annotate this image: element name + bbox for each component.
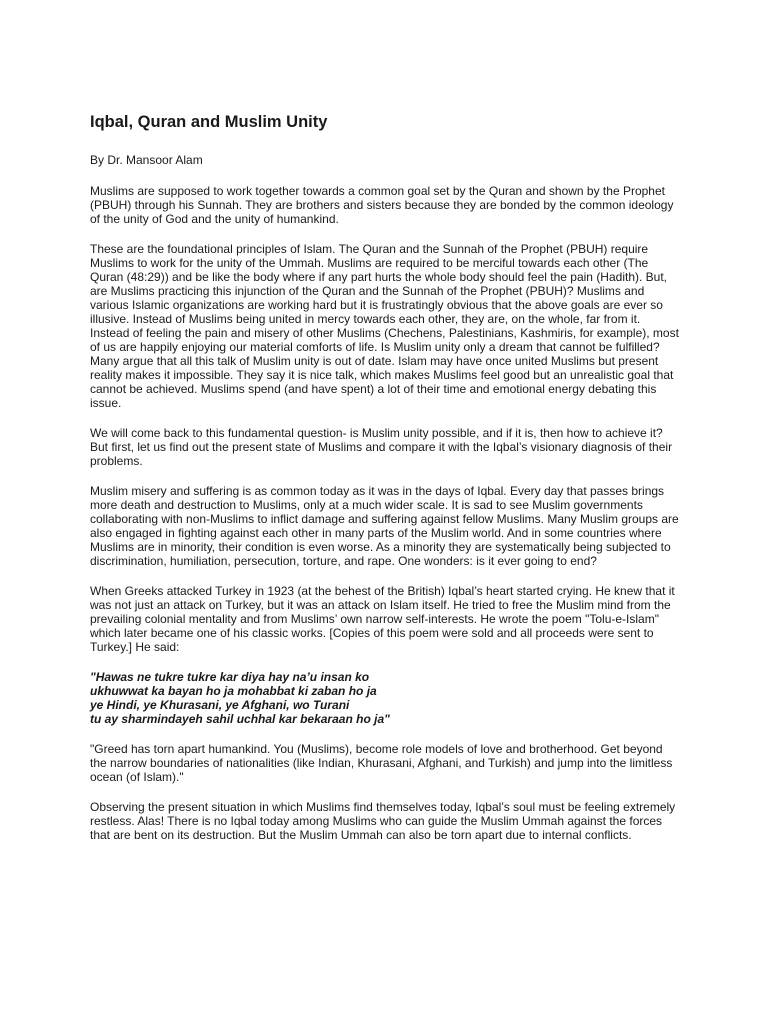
poem-block [90, 670, 680, 726]
paragraph-foundational-principles: These are the foundational principles of Islam. The Quran and the Sunnah of the Prophet (PBUH) require Muslims to work for the unity of the Ummah. Muslims are required to be merciful towards each other (The Quran (48:29)) and be like the body where if any part hurts the whole body should feel the pain (Hadith). But, are Muslims practicing this injunction of the Quran and the Sunnah of the Prophet (PBUH)? Muslims and various Islamic organizations are working hard but it is frustratingly obvious that the above goals are ever so illusive. Instead of Muslims being united in mercy towards each other, they are, on the whole, far from it. Instead of feeling the pain and misery of other Muslims (Chechens, Palestinians, Kashmiris, for example), most of us are happily enjoying our material comforts of life. Is Muslim unity only a dream that cannot be fulfilled? Many argue that all this talk of Muslim unity is out of date. Islam may have once united Muslims but present reality makes it impossible. They say it is nice talk, which makes Muslims feel good but an unrealistic goal that cannot be achieved. Muslims spend (and have spent) a lot of their time and emotional energy debating this issue. [90, 242, 679, 410]
article-title: Iqbal, Quran and Muslim Unity [90, 113, 328, 131]
poem-line: ukhuwwat ka bayan ho ja mohabbat ki zaban ho ja [90, 684, 377, 698]
poem-line: tu ay sharmindayeh sahil uchhal kar bekaraan ho ja" [90, 712, 390, 726]
paragraph-poem-translation: "Greed has torn apart humankind. You (Muslims), become role models of love and brotherhood. Get beyond the narrow boundaries of nationalities (like Indian, Khurasani, Afghani, and Turkish) and jump into the limitless ocean (of Islam)." [90, 742, 673, 784]
paragraph-present-situation: Observing the present situation in which Muslims find themselves today, Iqbal’s soul must be feeling extremely restless. Alas! There is no Iqbal today among Muslims who can guide the Muslim Ummah against the forces that are bent on its destruction. But the Muslim Ummah can also be torn apart due to internal conflicts. [90, 800, 676, 842]
paragraph-intro: Muslims are supposed to work together towards a common goal set by the Quran and shown by the Prophet (PBUH) through his Sunnah. They are brothers and sisters because they are bonded by the common ideology of the unity of God and the unity of humankind. [90, 184, 674, 226]
paragraph-greeks-turkey: When Greeks attacked Turkey in 1923 (at the behest of the British) Iqbal’s heart started crying. He knew that it was not just an attack on Turkey, but it was an attack on Islam itself. He tried to free the Muslim mind from the prevailing colonial mentality and from Muslims’ own narrow self-interests. He wrote the poem "Tolu-e-Islam" which later became one of his classic works. [Copies of this poem were sold and all proceeds were sent to Turkey.] He said: [90, 584, 675, 654]
poem-line: ye Hindi, ye Khurasani, ye Afghani, wo Turani [90, 698, 350, 712]
poem-line: "Hawas ne tukre tukre kar diya hay na’u insan ko [90, 670, 370, 684]
author-byline: By Dr. Mansoor Alam [90, 153, 203, 167]
paragraph-fundamental-question: We will come back to this fundamental question- is Muslim unity possible, and if it is, then how to achieve it? But first, let us find out the present state of Muslims and compare it with the Iqbal’s visionary diagnosis of their problems. [90, 426, 673, 468]
paragraph-muslim-misery: Muslim misery and suffering is as common today as it was in the days of Iqbal. Every day that passes brings more death and destruction to Muslims, only at a much wider scale. It is sad to see Muslim governments collaborating with non-Muslims to inflict damage and suffering against fellow Muslims. Many Muslim groups are also engaged in fighting against each other in many parts of the Muslim world. And in some countries where Muslims are in minority, their condition is even worse. As a minority they are systematically being subjected to discrimination, humiliation, persecution, torture, and rape. One wonders: is it ever going to end? [90, 484, 679, 568]
